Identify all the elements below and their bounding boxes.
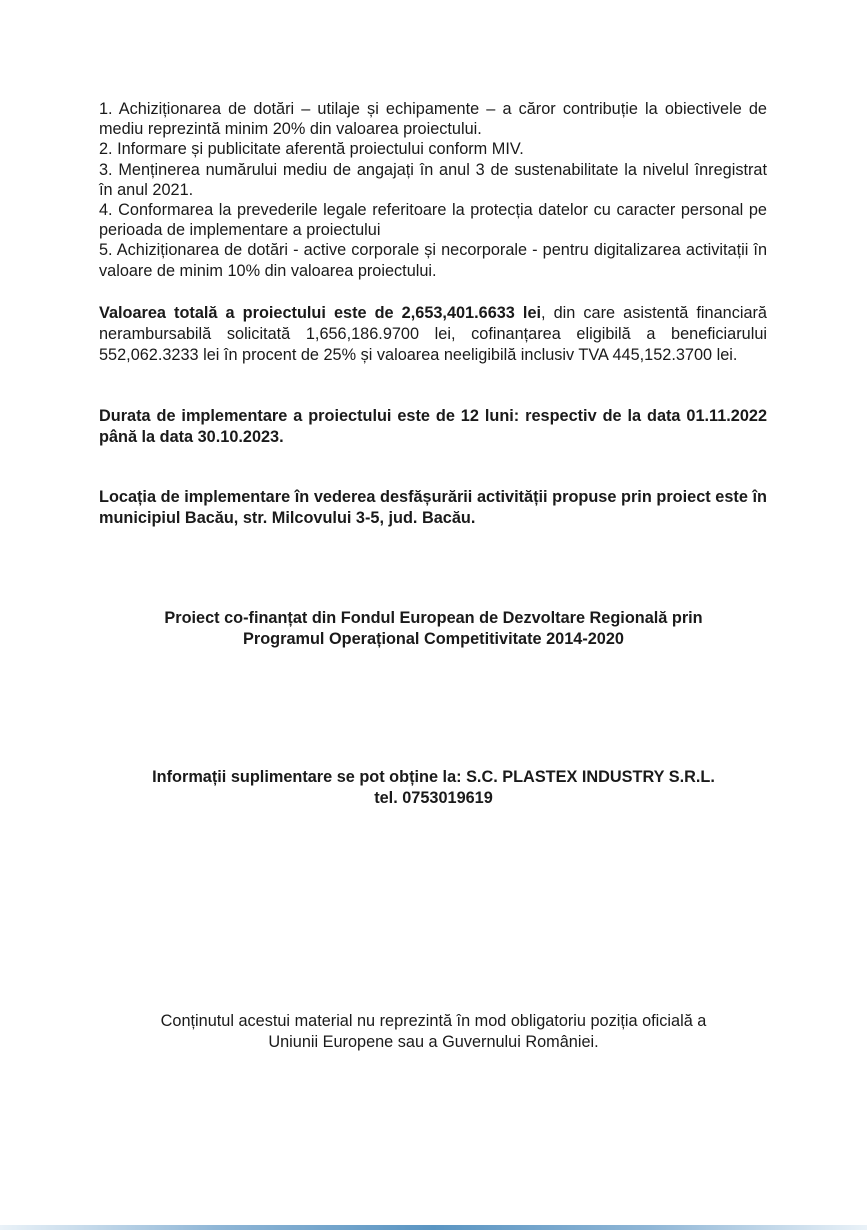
cofinance-line: Programul Operațional Competitivitate 2014-2020 bbox=[243, 630, 624, 648]
list-item: 2. Informare și publicitate aferentă proiectului conform MIV. bbox=[99, 140, 524, 159]
list-item: 1. Achiziționarea de dotări – utilaje și echipamente – a căror contribuție la obiectivele de mediu reprezintă minim 20% din valoarea proiectului. bbox=[99, 100, 767, 139]
project-value-paragraph bbox=[99, 303, 767, 366]
list-item: 5. Achiziționarea de dotări - active corporale și necorporale - pentru digitalizarea activitații în valoare de minim 10% din valoarea proiectului. bbox=[99, 241, 767, 280]
footer-bar bbox=[0, 1225, 867, 1230]
list-item: 3. Menținerea numărului mediu de angajați în anul 3 de sustenabilitate la nivelul înregistrat în anul 2021. bbox=[99, 160, 767, 199]
project-value-details: , din care asistentă financiară nerambursabilă solicitată 1,656,186.9700 lei, cofinanțarea eligibilă a beneficiarului 552,062.3233 lei în procent de 25% și valoarea neeligibilă inclusiv TVA 445,152.3700 lei. bbox=[99, 304, 767, 364]
disclaimer-line: Uniunii Europene sau a Guvernului României. bbox=[268, 1033, 599, 1051]
disclaimer bbox=[0, 1011, 867, 1053]
contact-phone: tel. 0753019619 bbox=[374, 789, 493, 807]
contact-info bbox=[0, 767, 867, 809]
requirements-list bbox=[99, 99, 767, 281]
disclaimer-line: Conținutul acestui material nu reprezintă în mod obligatoriu poziția oficială a bbox=[160, 1012, 707, 1030]
list-item: 4. Conformarea la prevederile legale referitoare la protecția datelor cu caracter personal pe perioada de implementare a proiectului bbox=[99, 201, 767, 240]
project-duration-paragraph: Durata de implementare a proiectului este de 12 luni: respectiv de la data 01.11.2022 până la data 30.10.2023. bbox=[99, 407, 767, 446]
document-body bbox=[99, 99, 767, 527]
project-location-paragraph: Locația de implementare în vederea desfășurării activității propuse prin proiect este în municipiul Bacău, str. Milcovului 3-5, jud. Bacău. bbox=[99, 488, 767, 527]
contact-line: Informații suplimentare se pot obține la: S.C. PLASTEX INDUSTRY S.R.L. bbox=[152, 768, 715, 786]
cofinance-line: Proiect co-finanțat din Fondul European de Dezvoltare Regională prin bbox=[164, 609, 703, 627]
project-value-bold: Valoarea totală a proiectului este de 2,653,401.6633 lei bbox=[99, 304, 542, 322]
cofinance-statement bbox=[0, 608, 867, 650]
